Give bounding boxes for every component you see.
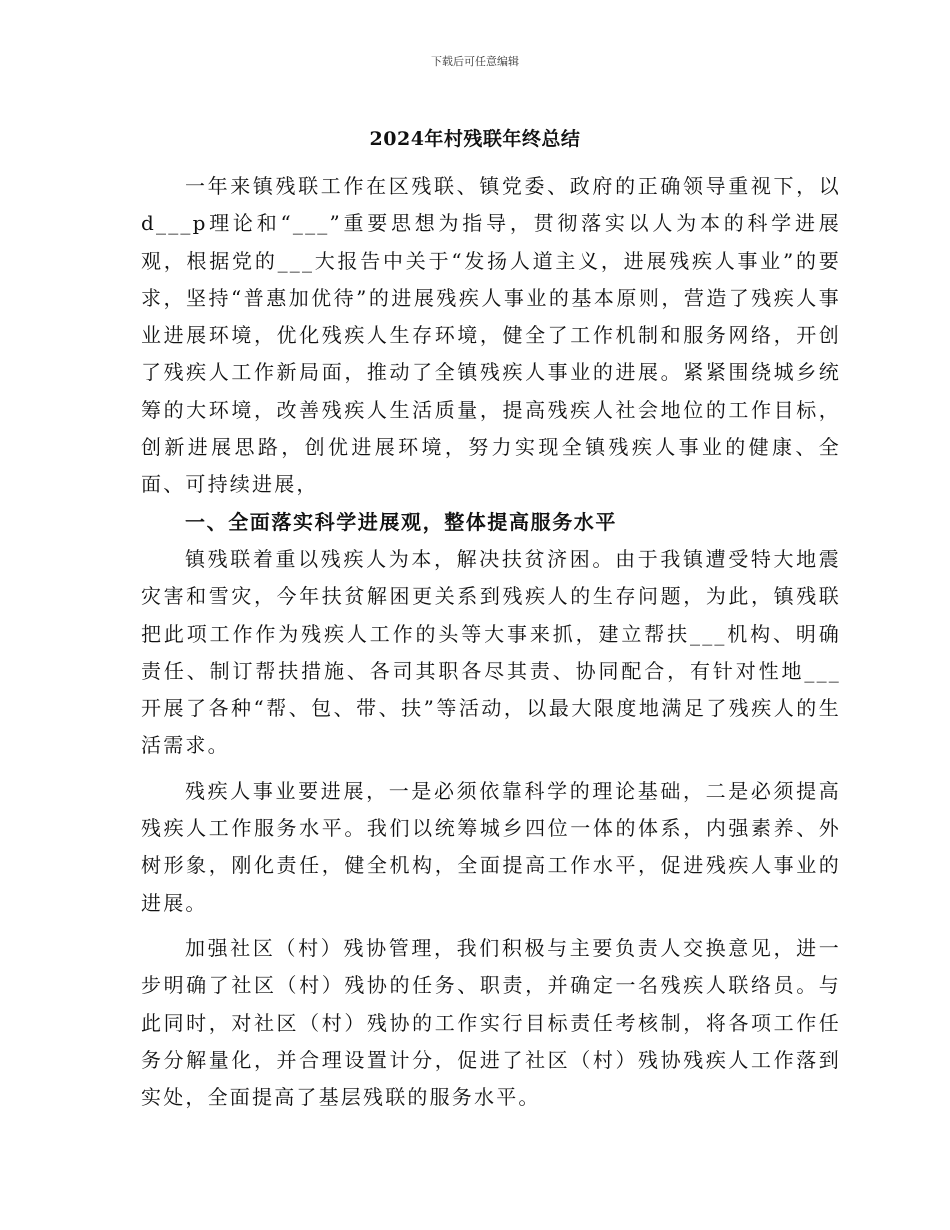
section-heading-1: 一、全面落实科学进展观，整体提高服务水平 <box>185 509 617 534</box>
paragraph-intro: 一年来镇残联工作在区残联、镇党委、政府的正确领导重视下，以d___p理论和“___”重要思想为指导，贯彻落实以人为本的科学进展观，根据党的___大报告中关于“发扬人道主义，进展残疾人事业”的要求，坚持“普惠加优待”的进展残疾人事业的基本原则，营造了残疾人事业进展环境，优化残疾人生存环境，健全了工作机制和服务网络，开创了残疾人工作新局面，推动了全镇残疾人事业的进展。紧紧围绕城乡统筹的大环境，改善残疾人生活质量，提高残疾人社会地位的工作目标，创新进展思路，创优进展环境，努力实现全镇残疾人事业的健康、全面、可持续进展， <box>141 174 841 497</box>
document-title: 2024年村残联年终总结 <box>369 128 581 150</box>
paragraph-service-level: 残疾人事业要进展，一是必须依靠科学的理论基础，二是必须提高残疾人工作服务水平。我们以统筹城乡四位一体的体系，内强素养、外树形象，刚化责任，健全机构，全面提高工作水平，促进残疾人事业的进展。 <box>141 778 841 915</box>
page-header: 下载后可任意编辑 <box>431 55 519 68</box>
paragraph-poverty-relief: 镇残联着重以残疾人为本，解决扶贫济困。由于我镇遭受特大地震灾害和雪灾，今年扶贫解困更关系到残疾人的生存问题，为此，镇残联把此项工作作为残疾人工作的头等大事来抓，建立帮扶___机构、明确责任、制订帮扶措施、各司其职各尽其责、协同配合，有针对性地___开展了各种“帮、包、带、扶”等活动，以最大限度地满足了残疾人的生活需求。 <box>141 546 841 758</box>
document-body <box>141 168 841 1116</box>
paragraph-community-management: 加强社区（村）残协管理，我们积极与主要负责人交换意见，进一步明确了社区（村）残协的任务、职责，并确定一名残疾人联络员。与此同时，对社区（村）残协的工作实行目标责任考核制，将各项工作任务分解量化，并合理设置计分，促进了社区（村）残协残疾人工作落到实处，全面提高了基层残联的服务水平。 <box>141 935 841 1110</box>
